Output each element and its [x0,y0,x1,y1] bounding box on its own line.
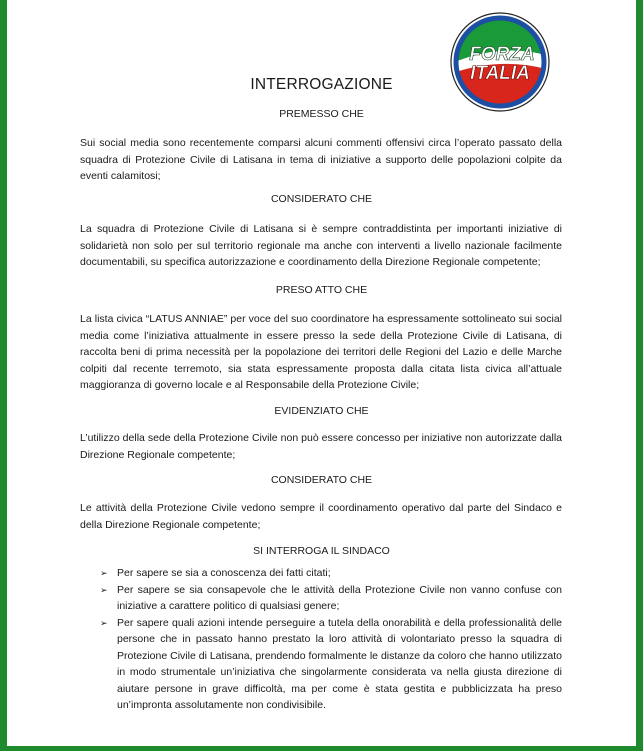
list-item [100,582,562,615]
list-item-text: Per sapere quali azioni intende perseguire a tutela della onorabilità e della professionalità delle persone che in passato hanno prestato la loro attività di volontariato presso la squadra di Protezione Civile di Latisana, prendendo formalmente le distanze da coloro che hanno utilizzato in modo strumentale un’iniziativa che singolarmente considerata va nella giusta direzione di aiutare persone in grave difficoltà, ma per come è stata gestita e pubblicizzata ha preso un’impronta assolutamente non condivisibile. [117,616,562,711]
section-heading-evidenziato: EVIDENZIATO CHE [274,405,369,417]
arrow-bullet-icon: ➢ [100,617,108,628]
section-text-premesso: Sui social media sono recentemente comparsi alcuni commenti offensivi circa l’operato passato della squadra di Protezione Civile di Latisana in tema di iniziative a supporto delle popolazioni colpite da eventi calamitosi; [80,137,562,182]
section-heading-premesso: PREMESSO CHE [279,108,364,120]
section-text-considerato-1: La squadra di Protezione Civile di Latisana si è sempre contraddistinta per importanti iniziative di solidarietà non solo per sul territorio regionale ma anche con interventi a livello nazionale facilmente documentabili, su specifica autorizzazione e coordinamento della Direzione Regionale competente; [80,223,562,268]
list-item [100,615,562,714]
section-heading-considerato-1: CONSIDERATO CHE [270,193,373,205]
list-item-text: Per sapere se sia a conoscenza dei fatti citati; [117,567,331,579]
section-text-evidenziato: L’utilizzo della sede della Protezione Civile non può essere concesso per iniziative non autorizzate dalla Direzione Regionale competente; [80,432,562,461]
section-heading-considerato-2: CONSIDERATO CHE [270,474,373,486]
forza-italia-logo [450,12,550,112]
logo-text-line1: FORZA [469,44,535,65]
logo-text-line2: ITALIA [470,63,530,84]
section-heading-preso-atto: PRESO ATTO CHE [275,284,368,296]
final-heading: SI INTERROGA IL SINDACO [253,545,390,557]
section-text-preso-atto: La lista civica “LATUS ANNIAE” per voce del suo coordinatore ha espressamente sottolineato sui social media come l’iniziativa attualmente in essere presso la sede della Protezione Civile di Latisana, di raccolta beni di prima necessità per la popolazione dei territori delle Regioni del Lazio e delle Marche colpiti dal recente terremoto, sia stata espressamente proposta dalla citata lista civica all’attuale maggioranza di governo locale e al Responsabile della Protezione Civile; [80,313,562,391]
question-list [100,565,562,714]
section-text-considerato-2: Le attività della Protezione Civile vedono sempre il coordinamento operativo dal parte del Sindaco e della Direzione Regionale competente; [80,502,562,531]
list-item-text: Per sapere se sia consapevole che le attività della Protezione Civile non vanno confuse con iniziative a carattere politico di qualsiasi genere; [117,583,562,612]
document-title: INTERROGAZIONE [250,76,393,93]
arrow-bullet-icon: ➢ [100,568,108,578]
arrow-bullet-icon: ➢ [100,584,108,595]
list-item [100,565,562,582]
